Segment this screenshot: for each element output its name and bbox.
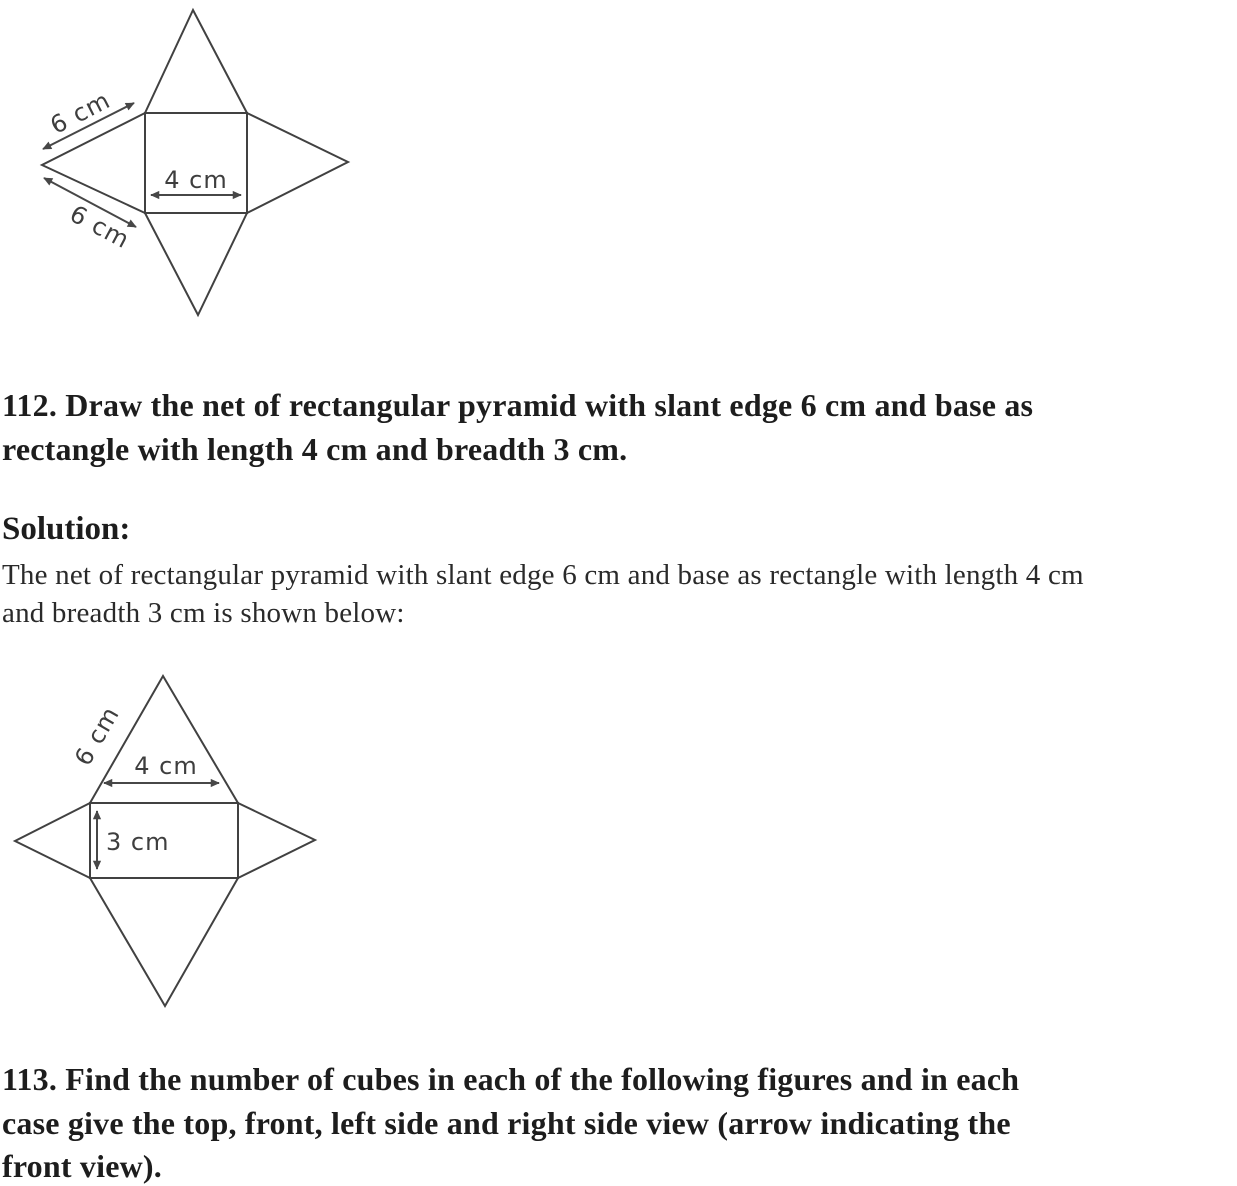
square-pyramid-net-diagram xyxy=(0,0,380,340)
dimension-label-6cm: 6 cm xyxy=(69,701,126,771)
question-113-line-2: case give the top, front, left side and right side view (arrow indicating the xyxy=(2,1105,1011,1141)
solution-heading: Solution: xyxy=(2,511,131,547)
net-bottom-triangle xyxy=(90,878,238,1006)
dimension-label-4cm: 4 cm xyxy=(134,752,198,780)
dimension-label-6cm-upper: 6 cm xyxy=(45,85,116,140)
net-base-square xyxy=(145,113,247,213)
solution-body-line-1: The net of rectangular pyramid with slant edge 6 cm and base as rectangle with length 4 cm xyxy=(2,559,1084,591)
rectangular-pyramid-net-diagram xyxy=(0,658,340,1020)
net-bottom-triangle xyxy=(145,213,247,315)
solution-body-line-2: and breadth 3 cm is shown below: xyxy=(2,597,405,629)
question-113-line-3: front view). xyxy=(2,1148,162,1184)
net-right-triangle xyxy=(238,803,315,878)
net-left-triangle xyxy=(15,803,90,878)
question-112-line-2: rectangle with length 4 cm and breadth 3 cm. xyxy=(2,431,628,467)
net-top-triangle xyxy=(145,10,247,113)
dimension-label-6cm-lower: 6 cm xyxy=(65,199,135,255)
dimension-label-4cm: 4 cm xyxy=(164,166,228,194)
net-right-triangle xyxy=(247,113,348,213)
question-112-line-1: 112. Draw the net of rectangular pyramid with slant edge 6 cm and base as xyxy=(2,387,1034,423)
question-113-line-1: 113. Find the number of cubes in each of the following figures and in each xyxy=(2,1061,1020,1097)
dimension-label-3cm: 3 cm xyxy=(106,828,170,856)
